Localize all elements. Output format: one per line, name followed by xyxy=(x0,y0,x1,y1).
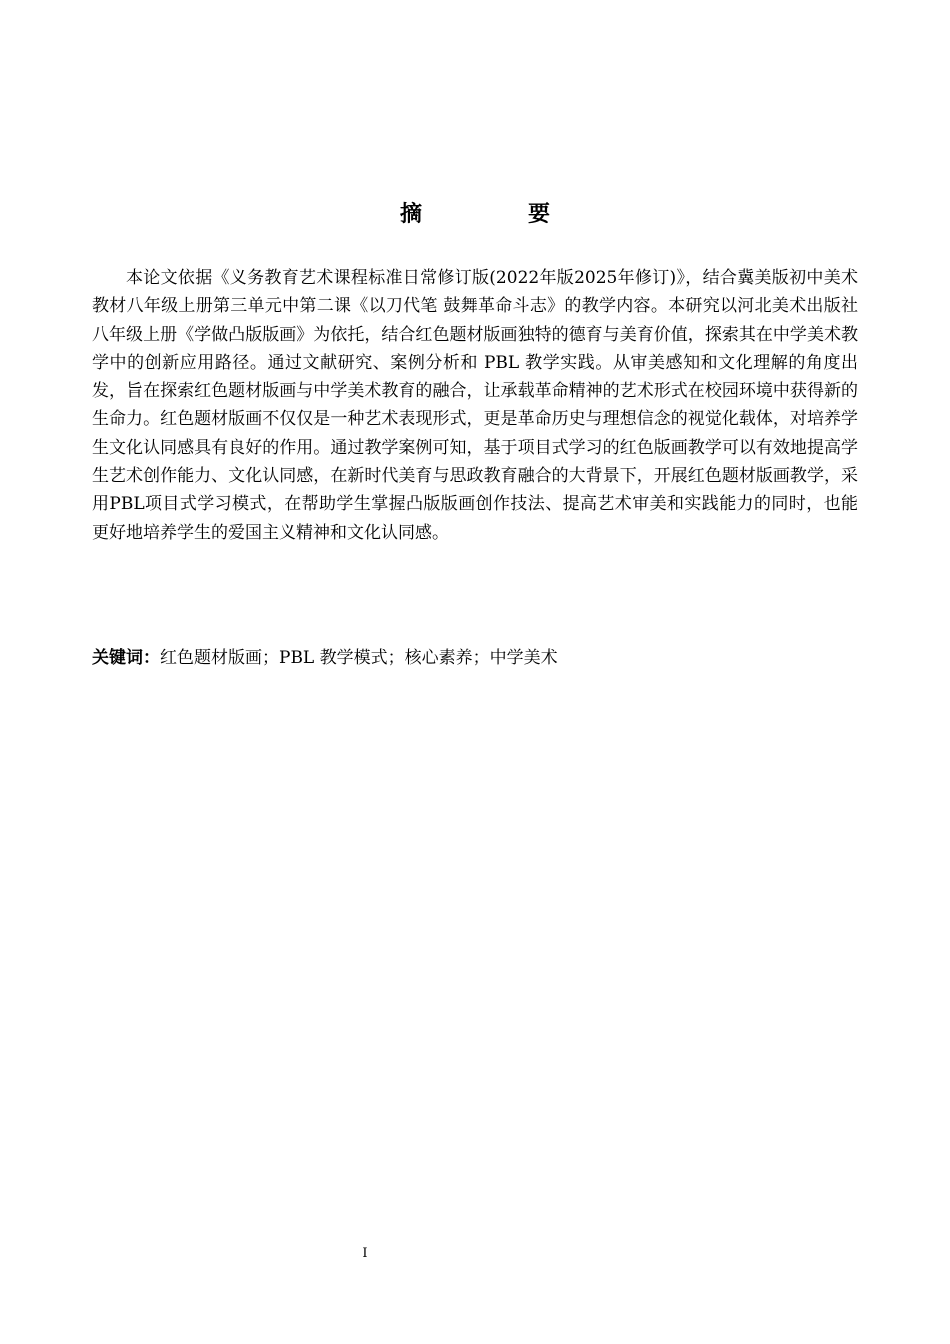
abstract-title: 摘 要 xyxy=(399,202,592,227)
keywords-line xyxy=(92,644,858,672)
abstract-paragraph: 本论文依据《义务教育艺术课程标准日常修订版(2022年版2025年修订)》，结合冀美版初中美术教材八年级上册第三单元中第二课《以刀代笔 鼓舞革命斗志》的教学内容。本研究以河北美术出版社八年级上册《学做凸版版画》为依托，结合红色题材版画独特的德育与美育价值，探索其在中学美术教学中的创新应用路径。通过文献研究、案例分析和 PBL 教学实践。从审美感知和文化理解的角度出发，旨在探索红色题材版画与中学美术教育的融合，让承载革命精神的艺术形式在校园环境中获得新的生命力。红色题材版画不仅仅是一种艺术表现形式，更是革命历史与理想信念的视觉化载体，对培养学生文化认同感具有良好的作用。通过教学案例可知，基于项目式学习的红色版画教学可以有效地提高学生艺术创作能力、文化认同感，在新时代美育与思政教育融合的大背景下，开展红色题材版画教学，采用PBL项目式学习模式，在帮助学生掌握凸版版画创作技法、提高艺术审美和实践能力的同时，也能更好地培养学生的爱国主义精神和文化认同感。 xyxy=(92,268,858,543)
keywords-label: 关键词： xyxy=(92,648,160,668)
page-number: I xyxy=(362,1246,368,1261)
keywords-text: 红色题材版画；PBL 教学模式；核心素养；中学美术 xyxy=(160,648,558,668)
